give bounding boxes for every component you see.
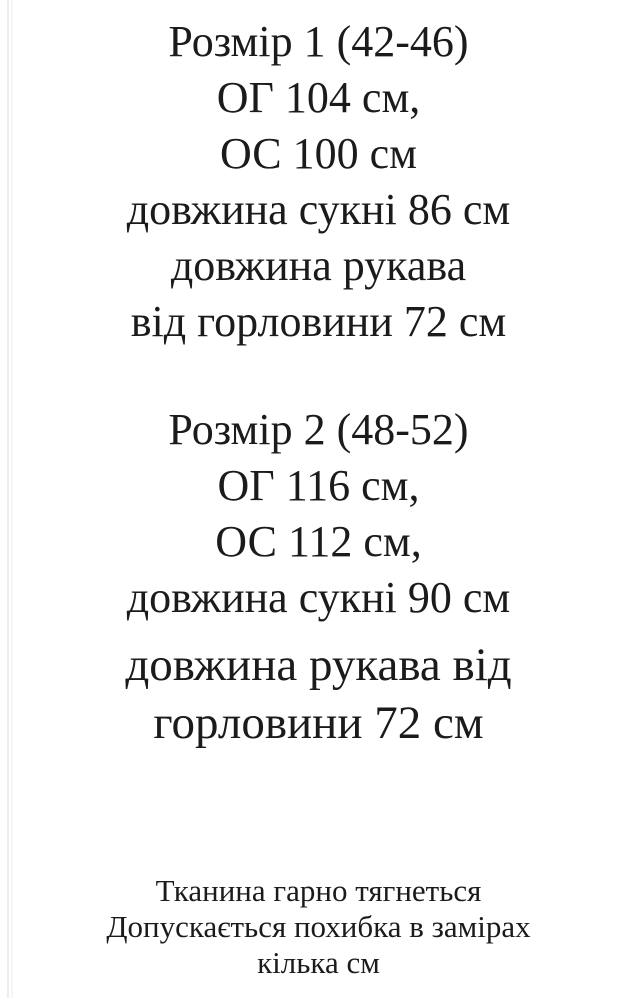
size-2-dress-length: довжина сукні 90 см	[126, 573, 511, 622]
size-2-sleeve-length-line-2: горловини 72 см	[153, 697, 484, 749]
size-1-chest-measurement: ОГ 104 см,	[216, 73, 421, 122]
size-1-sleeve-length-line-1: довжина рукава	[170, 241, 467, 290]
size-2-block	[0, 402, 637, 752]
fabric-note-block	[0, 873, 637, 981]
size-2-title: Розмір 2 (48-52)	[168, 405, 469, 454]
size-1-sleeve-length-line-2: від горловини 72 см	[130, 297, 507, 346]
size-2-chest-measurement: ОГ 116 см,	[217, 461, 420, 510]
size-1-block	[0, 14, 637, 350]
size-2-hip-measurement: ОС 112 см,	[215, 517, 422, 566]
measurement-tolerance-note-line-1: Допускається похибка в замірах	[106, 909, 531, 944]
size-2-sleeve-length-line-1: довжина рукава від	[125, 639, 512, 691]
fabric-stretch-note: Тканина гарно тягнеться	[155, 873, 482, 908]
size-1-dress-length: довжина сукні 86 см	[126, 185, 511, 234]
size-1-title: Розмір 1 (42-46)	[168, 17, 469, 66]
measurement-tolerance-note-line-2: кілька см	[257, 945, 380, 980]
size-1-hip-measurement: ОС 100 см	[219, 129, 418, 178]
